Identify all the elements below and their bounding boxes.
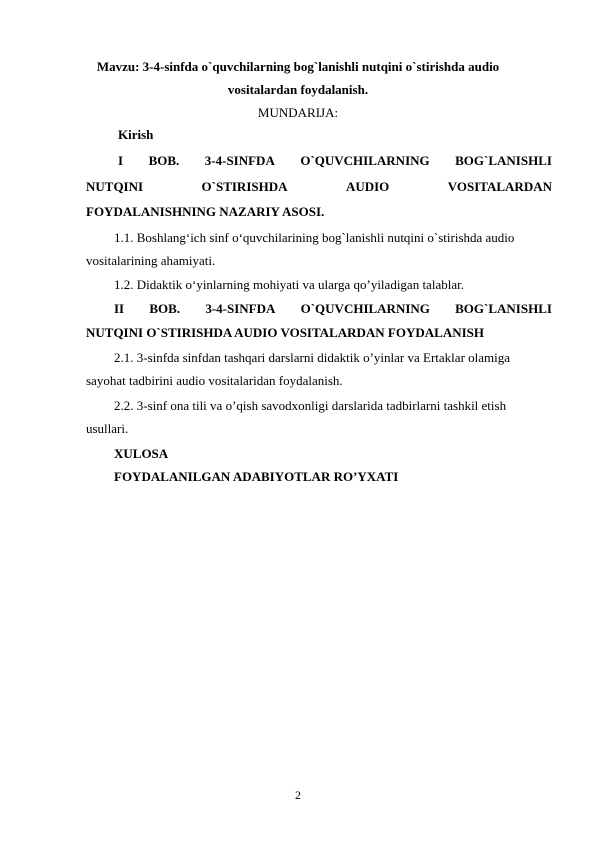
section-2-1-line-1: 2.1. 3-sinfda sinfdan tashqari darslarni didaktik o’yinlar va Ertaklar olamiga: [114, 350, 511, 365]
chapter1-word: I: [118, 153, 124, 168]
chapter2-line-1: [114, 299, 552, 319]
chapter2-word: BOG`LANISHLI: [455, 301, 552, 316]
section-2-2-line-1: 2.2. 3-sinf ona tili va o’qish savodxonligi darslarida tadbirlarni tashkil etish: [114, 398, 507, 413]
chapter2-word: II: [114, 301, 125, 316]
title-line-1: Mavzu: 3-4-sinfda o`quvchilarning bog`lanishli nutqini o`stirishda audio: [96, 59, 500, 74]
chapter2-word: BOB.: [149, 301, 181, 316]
chapter1-word: BOB.: [148, 153, 180, 168]
chapter1-word: O`QUVCHILARNING: [300, 153, 430, 168]
chapter1-line-1: [118, 151, 552, 171]
chapter1-word: O`STIRISHDA: [201, 179, 288, 194]
section-1-1-line-2: vositalarining ahamiyati.: [86, 253, 216, 268]
chapter2-line-2: NUTQINI O`STIRISHDA AUDIO VOSITALARDAN FOYDALANISH: [86, 325, 484, 340]
section-1-2: 1.2. Didaktik o‘yinlarning mohiyati va ularga qo’yiladigan talablar.: [114, 277, 464, 292]
chapter1-word: 3-4-SINFDA: [204, 153, 275, 168]
chapter1-word: AUDIO: [345, 179, 390, 194]
page-number: 2: [295, 788, 301, 802]
contents-heading: MUNDARIJA:: [257, 105, 339, 120]
section-2-1-line-2: sayohat tadbirini audio vositalaridan foydalanish.: [86, 373, 343, 388]
conclusion-entry: XULOSA: [114, 446, 169, 461]
chapter1-word: BOG`LANISHLI: [455, 153, 552, 168]
section-1-1-line-1: 1.1. Boshlang‘ich sinf o‘quvchilarining bog`lanishli nutqini o`stirishda audio: [114, 230, 515, 245]
chapter2-word: 3-4-SINFDA: [205, 301, 276, 316]
references-entry: FOYDALANILGAN ADABIYOTLAR RO’YXATI: [114, 469, 399, 484]
chapter1-word: VOSITALARDAN: [447, 179, 552, 194]
section-2-2-line-2: usullari.: [86, 421, 129, 436]
title-line-2: vositalardan foydalanish.: [227, 82, 369, 97]
chapter1-line-3: FOYDALANISHNING NAZARIY ASOSI.: [86, 204, 325, 219]
chapter1-line-2: [86, 177, 552, 197]
intro-entry: Kirish: [118, 127, 154, 142]
chapter1-word: NUTQINI: [86, 179, 144, 194]
chapter2-word: O`QUVCHILARNING: [300, 301, 430, 316]
